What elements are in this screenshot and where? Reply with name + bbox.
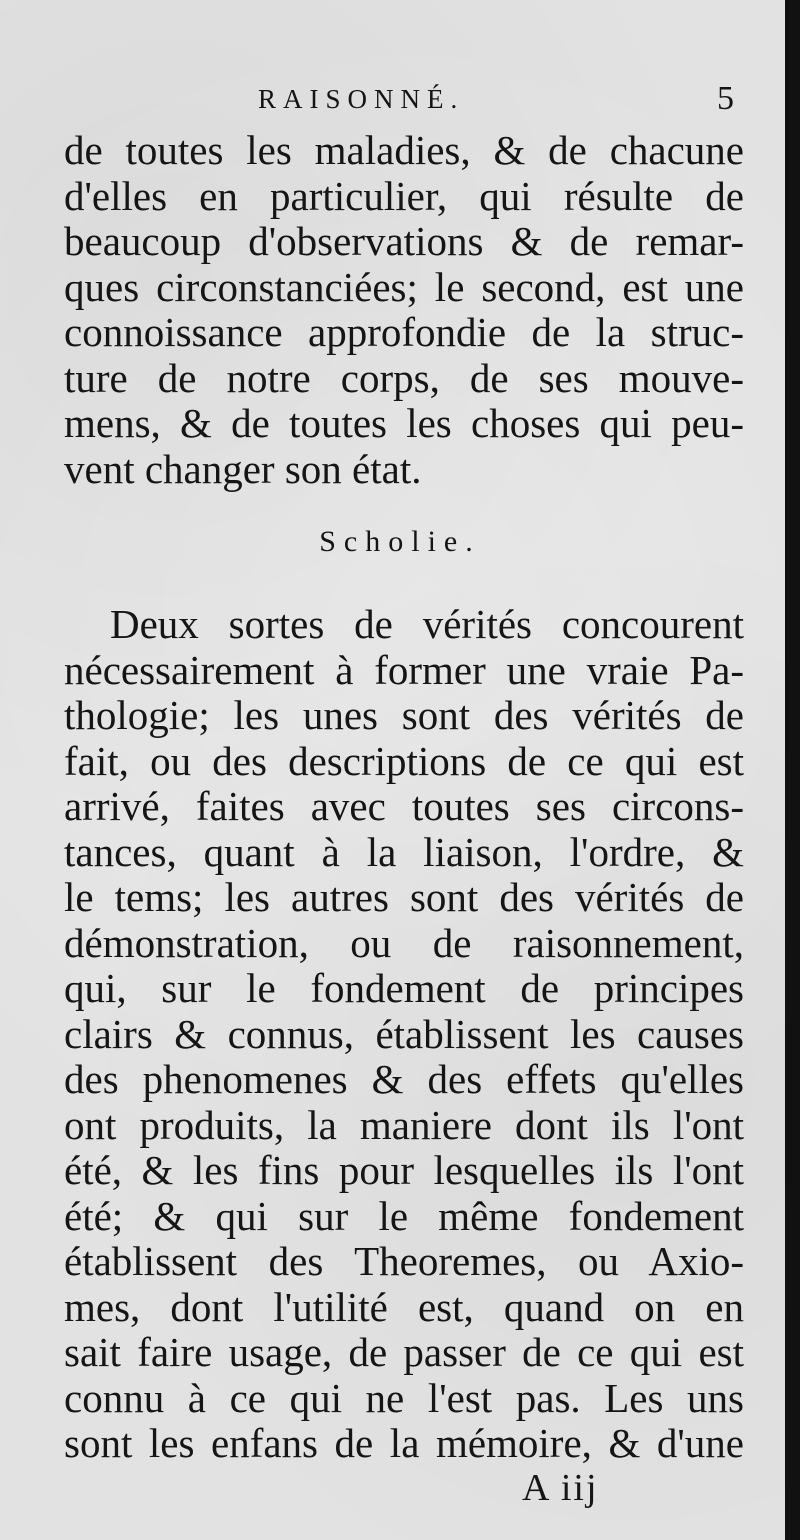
text-line: connoissance approfondie de la struc- (64, 309, 744, 355)
text-line: ques circonstanciées; le second, est une (64, 263, 744, 310)
text-line: ont produits, la maniere dont ils l'ont (64, 1101, 744, 1148)
text-line: des phenomenes & des effets qu'elles (64, 1056, 744, 1102)
running-head: RAISONNÉ. (258, 84, 465, 114)
text-line: qui, sur le fondement de principes (64, 965, 744, 1011)
text-line: clairs & connus, établissent les causes (64, 1010, 744, 1057)
text-line: de toutes les maladies, & de chacune (64, 127, 744, 173)
page-header (0, 78, 785, 118)
text-line: été, & les fins pour lesquelles ils l'ont (64, 1147, 744, 1193)
text-line: beaucoup d'observations & de remar- (64, 218, 744, 264)
text-line: d'elles en particulier, qui résulte de (64, 172, 744, 219)
text-line: sait faire usage, de passer de ce qui est (64, 1329, 744, 1375)
text-line: fait, ou des descriptions de ce qui est (64, 737, 744, 784)
text-line: le tems; les autres sont des vérités de (64, 874, 744, 920)
text-line: démonstration, ou de raisonnement, (64, 919, 744, 966)
text-line: vent changer son état. (64, 445, 422, 492)
text-line: mes, dont l'utilité est, quand on en (64, 1283, 744, 1330)
text-line: thologie; les unes sont des vérités de (64, 692, 744, 738)
text-line: sont les enfans de la mémoire, & d'une (64, 1420, 744, 1466)
text-line: mens, & de toutes les choses qui peu- (64, 400, 744, 446)
section-title: Scholie. (319, 525, 481, 558)
paragraph-scholie (64, 602, 744, 1467)
paragraph-continuation (64, 128, 744, 492)
text-line: établissent des Theoremes, ou Axio- (64, 1238, 744, 1284)
text-line: été; & qui sur le même fondement (64, 1192, 744, 1239)
page-number: 5 (717, 80, 734, 117)
text-line: nécessairement à former une vraie Pa- (64, 646, 744, 693)
text-line: ture de notre corps, de ses mouve- (64, 354, 744, 401)
text-line: connu à ce qui ne l'est pas. Les uns (64, 1374, 744, 1421)
signature-mark: A iij (522, 1467, 599, 1509)
text-line: tances, quant à la liaison, l'ordre, & (64, 828, 744, 875)
page-edge-shadow (785, 0, 800, 1540)
text-line: Deux sortes de vérités concourent (110, 601, 744, 647)
text-line: arrivé, faites avec toutes ses circons- (64, 783, 744, 829)
